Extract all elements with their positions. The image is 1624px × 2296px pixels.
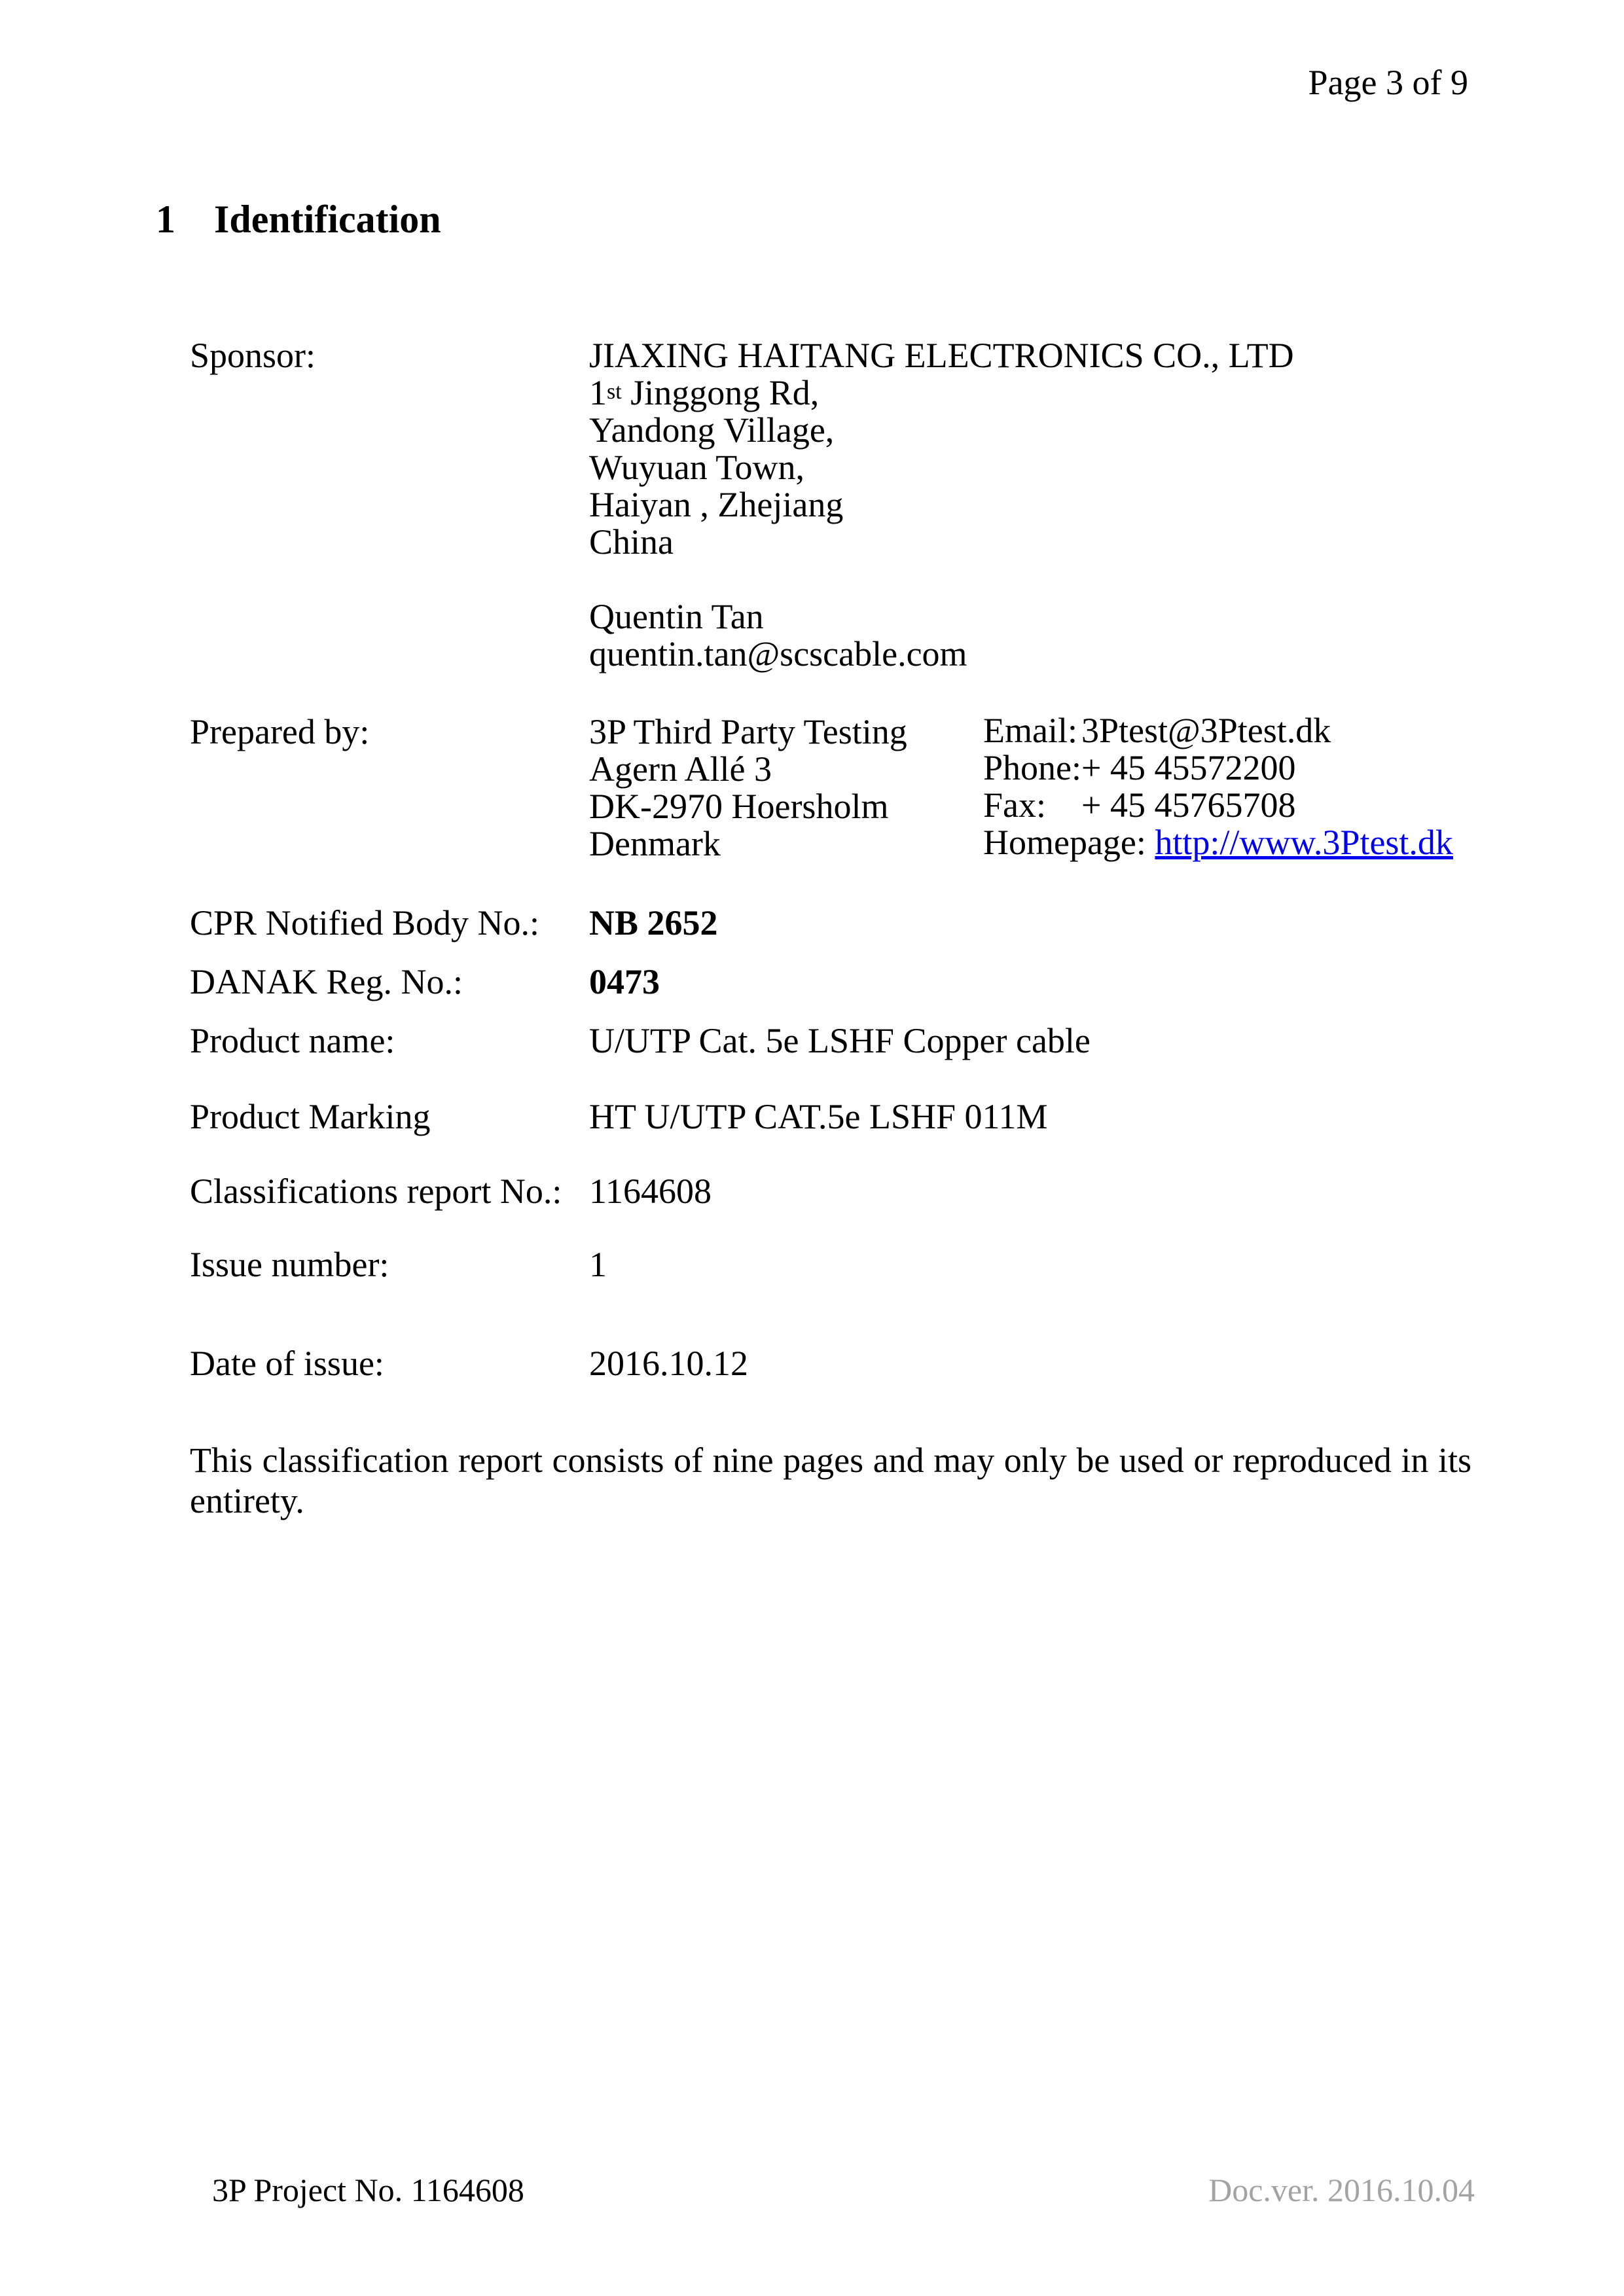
field-label-product-name: Product name: xyxy=(190,1021,395,1060)
sponsor-address-line4: Haiyan , Zhejiang xyxy=(589,485,844,524)
section-number: 1 xyxy=(156,198,175,241)
field-label-date-of-issue: Date of issue: xyxy=(190,1344,384,1383)
entirety-notice-paragraph: This classification report consists of nine pages and may only be used or reproduced in its entirety. xyxy=(190,1441,1471,1520)
field-label-product-marking: Product Marking xyxy=(190,1097,431,1136)
address-number: 1 xyxy=(589,373,607,412)
blank-line xyxy=(589,561,1294,598)
field-value-issue-number: 1 xyxy=(589,1245,607,1284)
section-heading xyxy=(156,198,441,240)
field-label-cpr-notified-body: CPR Notified Body No.: xyxy=(190,903,540,942)
page-number: Page 3 of 9 xyxy=(1308,63,1468,102)
sponsor-address-line3: Wuyuan Town, xyxy=(589,448,805,487)
fax-label: Fax: xyxy=(983,785,1047,825)
prepared-by-company: 3P Third Party Testing xyxy=(589,712,907,751)
prepared-by-label: Prepared by: xyxy=(190,712,370,751)
ordinal-suffix: st xyxy=(607,380,622,404)
prepared-by-address-line2: DK-2970 Hoersholm xyxy=(589,787,889,826)
contact-phone-row xyxy=(983,749,1453,787)
fax-value: + 45 45765708 xyxy=(1081,785,1296,825)
footer-project-number: 3P Project No. 1164608 xyxy=(212,2172,524,2208)
prepared-by-address-line1: Agern Allé 3 xyxy=(589,749,772,789)
sponsor-address-line5: China xyxy=(589,522,674,562)
homepage-link[interactable]: http://www.3Ptest.dk xyxy=(1155,823,1453,862)
sponsor-label: Sponsor: xyxy=(190,336,316,375)
sponsor-company: JIAXING HAITANG ELECTRONICS CO., LTD xyxy=(589,336,1294,375)
field-value-product-marking: HT U/UTP CAT.5e LSHF 011M xyxy=(589,1097,1048,1136)
contact-email-row xyxy=(983,712,1453,749)
prepared-by-address-block xyxy=(589,713,907,863)
sponsor-address-line2: Yandong Village, xyxy=(589,410,835,450)
address-street: Jinggong Rd, xyxy=(621,373,820,412)
sponsor-address-line1 xyxy=(589,374,1294,412)
field-value-date-of-issue: 2016.10.12 xyxy=(589,1344,748,1383)
sponsor-address-block xyxy=(589,337,1294,673)
contact-homepage-row xyxy=(983,824,1453,861)
homepage-label: Homepage: xyxy=(983,823,1146,862)
footer-doc-version: Doc.ver. 2016.10.04 xyxy=(1208,2172,1475,2208)
phone-label: Phone: xyxy=(983,748,1082,787)
field-value-product-name: U/UTP Cat. 5e LSHF Copper cable xyxy=(589,1021,1091,1060)
prepared-by-address-line3: Denmark xyxy=(589,824,721,863)
field-label-classifications-report-no: Classifications report No.: xyxy=(190,1172,562,1211)
sponsor-contact-email: quentin.tan@scscable.com xyxy=(589,634,967,673)
prepared-by-contact-block xyxy=(983,712,1453,861)
email-label: Email: xyxy=(983,711,1077,750)
field-value-classifications-report-no: 1164608 xyxy=(589,1172,712,1211)
contact-fax-row xyxy=(983,787,1453,824)
phone-value: + 45 45572200 xyxy=(1081,748,1296,787)
sponsor-contact-name: Quentin Tan xyxy=(589,597,764,636)
field-value-danak-reg-no: 0473 xyxy=(589,962,660,1001)
field-label-danak-reg-no: DANAK Reg. No.: xyxy=(190,962,463,1001)
email-value: 3Ptest@3Ptest.dk xyxy=(1081,711,1331,750)
field-value-cpr-notified-body: NB 2652 xyxy=(589,903,718,942)
field-label-issue-number: Issue number: xyxy=(190,1245,389,1284)
section-title: Identification xyxy=(214,198,441,241)
